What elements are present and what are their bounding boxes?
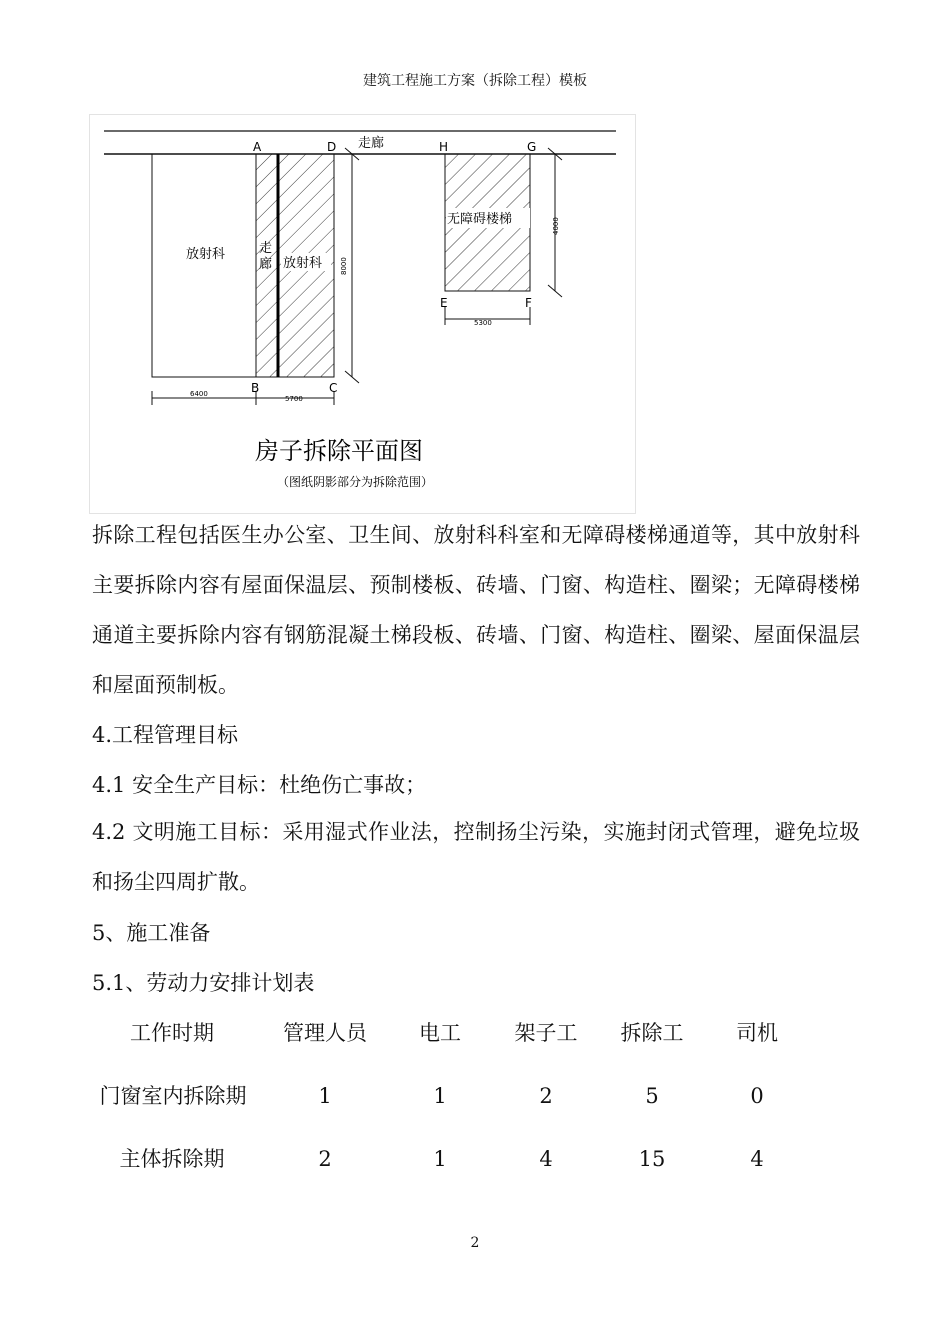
dim-text-6400: 6400	[190, 390, 208, 398]
label-corridor-side-1: 走	[259, 241, 273, 256]
section-4-heading: 4.工程管理目标	[92, 723, 239, 747]
table-header-period: 工作时期	[130, 1021, 214, 1045]
label-room-mid: 放射科	[283, 256, 323, 271]
section-4-1: 4.1 安全生产目标：杜绝伤亡事故；	[92, 773, 427, 797]
table-row-1-period: 门窗室内拆除期	[99, 1084, 247, 1108]
section-4-2: 4.2 文明施工目标：采用湿式作业法，控制扬尘污染，实施封闭式管理，避免垃圾和扬尘四周扩散。	[92, 820, 860, 894]
table-header-driver: 司机	[736, 1021, 778, 1045]
table-row-2-electrician: 1	[433, 1147, 447, 1171]
table-row-1-electrician: 1	[433, 1084, 447, 1108]
point-g: G	[527, 140, 537, 154]
label-room-right: 无障碍楼梯	[447, 212, 513, 227]
table-row-1-managers: 1	[318, 1084, 332, 1108]
table-header-electrician: 电工	[419, 1021, 461, 1045]
table-row-1-driver: 0	[750, 1084, 764, 1108]
page-header: 建筑工程施工方案（拆除工程）模板	[363, 73, 587, 89]
table-row-2-period: 主体拆除期	[119, 1147, 225, 1171]
dim-text-5300: 5300	[474, 319, 492, 327]
label-room-left: 放射科	[186, 247, 226, 262]
point-f: F	[525, 296, 532, 310]
table-row-2-scaffolder: 4	[539, 1147, 553, 1171]
demolition-floor-plan	[89, 114, 636, 514]
table-header-demolisher: 拆除工	[620, 1021, 684, 1045]
section-5-heading: 5、施工准备	[92, 921, 211, 945]
point-c: C	[329, 381, 338, 395]
table-row-2-demolisher: 15	[638, 1147, 666, 1171]
point-b: B	[251, 381, 260, 395]
table-row-2-managers: 2	[318, 1147, 332, 1171]
table-row-2-driver: 4	[750, 1147, 764, 1171]
page-number: 2	[470, 1235, 480, 1251]
dim-text-8000: 8000	[340, 257, 348, 275]
table-header-managers: 管理人员	[283, 1021, 367, 1045]
dim-text-4000: 4000	[552, 217, 560, 235]
figure-title: 房子拆除平面图	[255, 437, 423, 465]
point-a: A	[253, 140, 262, 154]
table-header-scaffolder: 架子工	[514, 1021, 578, 1045]
floor-plan-drawing	[90, 115, 637, 515]
section-5-1: 5.1、劳动力安排计划表	[92, 971, 315, 995]
point-d: D	[327, 140, 337, 154]
table-row-1-scaffolder: 2	[539, 1084, 553, 1108]
dim-text-5700: 5700	[285, 395, 303, 403]
point-h: H	[439, 140, 449, 154]
room-left	[152, 154, 256, 377]
paragraph-scope: 拆除工程包括医生办公室、卫生间、放射科科室和无障碍楼梯通道等，其中放射科主要拆除内容有屋面保温层、预制楼板、砖墙、门窗、构造柱、圈梁；无障碍楼梯通道主要拆除内容有钢筋混凝土梯段板、砖墙、门窗、构造柱、圈梁、屋面保温层和屋面预制板。	[92, 523, 860, 697]
label-corridor-side-2: 廊	[259, 257, 273, 272]
point-e: E	[440, 296, 448, 310]
label-corridor-top: 走廊	[358, 136, 385, 151]
figure-subtitle: （图纸阴影部分为拆除范围）	[277, 475, 434, 489]
table-row-1-demolisher: 5	[645, 1084, 659, 1108]
